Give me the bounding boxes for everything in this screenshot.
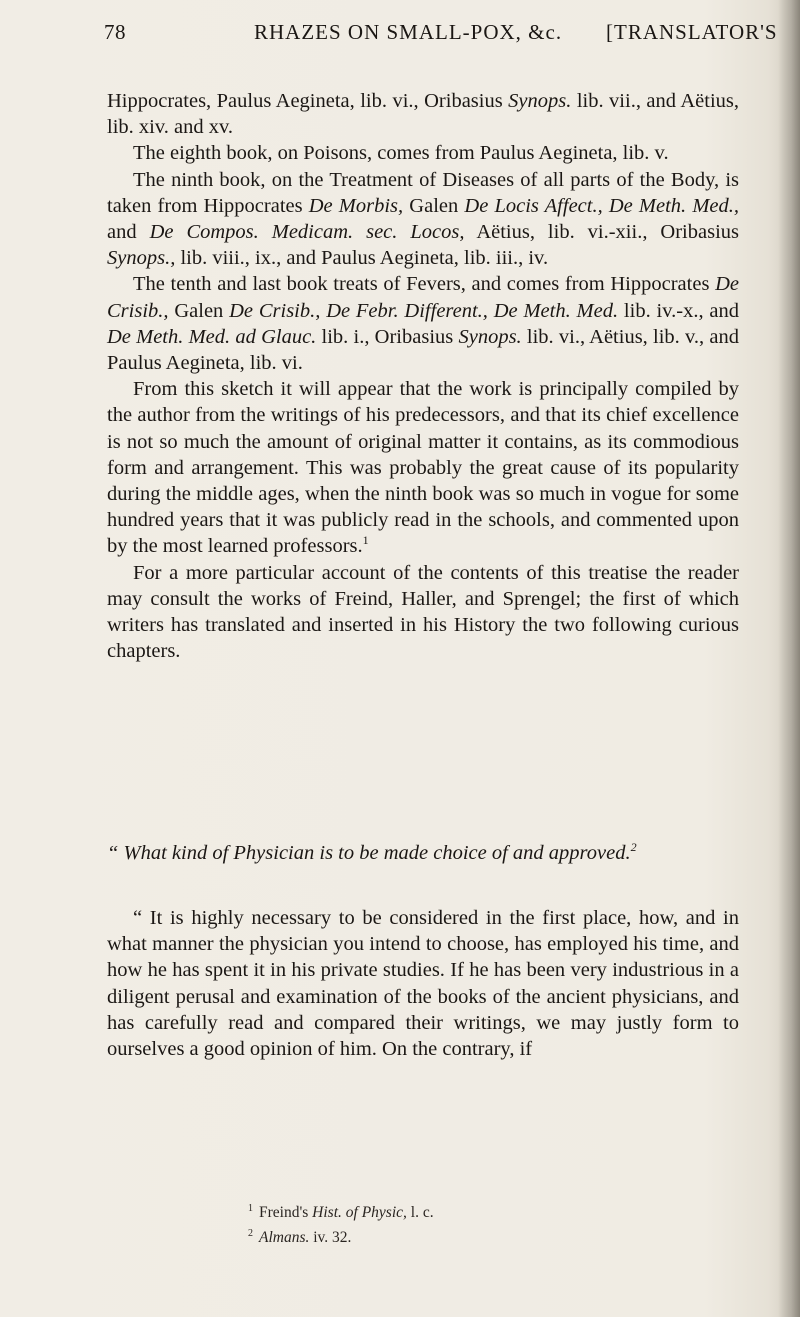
text-run: Hippocrates, Paulus Aegineta, lib. vi., Oribasius xyxy=(107,90,509,112)
footnote-ref: 1 xyxy=(362,533,369,548)
footnote-mark: 1 xyxy=(248,1203,253,1214)
italic-text: De Crisib., De Febr. Different., De Meth. Med. xyxy=(229,299,619,322)
footnote xyxy=(248,1198,668,1223)
paragraph xyxy=(107,88,739,140)
chapter-title-text: “ What kind of Physician is to be made choice of and approved. xyxy=(107,842,631,864)
quote-paragraph xyxy=(107,905,739,1062)
running-head-title: RHAZES ON SMALL-POX, &c. xyxy=(254,20,563,44)
text-run: lib. i., Oribasius xyxy=(316,325,459,348)
italic-text: De Compos. Medicam. sec. Locos, xyxy=(149,221,465,244)
chapter-title-footnote-ref: 2 xyxy=(630,840,637,855)
paragraph xyxy=(107,140,739,166)
text-run: l. c. xyxy=(406,1204,434,1222)
text-run: iv. 32. xyxy=(309,1229,352,1247)
text-run: lib. iv.-x., and xyxy=(618,299,740,322)
text-run: From this sketch it will appear that the work is principally compiled by the author from the writings of his predecessors, and that its chief excellence is not so much the amount of original matter it contains, as its commodious form and arrangement. This was probably the great cause of its popularity during the middle ages, when the ninth book was so much in vogue for some hundred years that it was publicly read in the schools, and commented upon by the most learned professors. xyxy=(107,378,739,558)
paragraph xyxy=(107,167,739,272)
footnote-mark: 2 xyxy=(248,1228,253,1240)
text-run: lib. vii., and Aëtius, lib. xiv. and xv. xyxy=(107,90,739,139)
running-header xyxy=(104,14,778,50)
text-run: lib. viii., ix., and Paulus Aegineta, lib. iii., iv. xyxy=(175,247,549,270)
text-run: Aëtius, lib. vi.-xii., Oribasius xyxy=(464,221,739,244)
running-head-section: [TRANSLATOR'S xyxy=(606,20,778,44)
paragraph xyxy=(107,271,739,376)
footnotes xyxy=(248,1198,668,1248)
quote-text xyxy=(107,905,739,1062)
italic-text: Hist. of Physic, xyxy=(312,1204,407,1222)
italic-text: De Crisib., xyxy=(107,273,739,322)
body-text xyxy=(107,88,739,664)
text-run: The ninth book, on the Treatment of Diseases of all parts of the Body, is taken from Hippocrates xyxy=(107,168,739,217)
italic-text: Synops., xyxy=(107,247,176,270)
text-run: The tenth and last book treats of Fevers, and comes from Hippocrates xyxy=(133,273,716,296)
text-run: lib. vi., Aëtius, lib. v., and Paulus Aegineta, lib. vi. xyxy=(107,325,739,375)
footnote xyxy=(248,1223,668,1248)
italic-text: Almans. xyxy=(259,1229,310,1247)
paragraph xyxy=(107,376,739,559)
italic-text: De Morbis, xyxy=(308,194,404,217)
text-run: Freind's xyxy=(259,1204,313,1222)
page-edge-shadow xyxy=(778,0,800,1317)
text-run: and xyxy=(107,221,150,244)
page-number: 78 xyxy=(104,20,126,44)
chapter-title xyxy=(107,842,747,865)
text-run: “ It is highly necessary to be considered in the first place, how, and in what manner the physician you intend to choose, has employed his time, and how he has spent it in his private studies. If he has been very industrious in a diligent perusal and examination of the books of the ancient physicians, and has carefully read and compared their writings, we may justly form to ourselves a good opinion of him. On the contrary, if xyxy=(107,907,739,1061)
paragraph xyxy=(107,560,739,665)
italic-text: Synops. xyxy=(508,90,572,112)
italic-text: Synops. xyxy=(458,325,522,348)
italic-text: De Meth. Med. ad Glauc. xyxy=(107,325,317,348)
text-run: Galen xyxy=(403,194,465,217)
text-run: The eighth book, on Poisons, comes from Paulus Aegineta, lib. v. xyxy=(133,142,669,165)
text-run: Galen xyxy=(168,299,230,322)
text-run: For a more particular account of the contents of this treatise the reader may consult the works of Freind, Haller, and Sprengel; the first of which writers has translated and inserted in his History the two following curious chapters. xyxy=(107,561,739,663)
italic-text: De Locis Affect., De Meth. Med., xyxy=(464,194,739,217)
